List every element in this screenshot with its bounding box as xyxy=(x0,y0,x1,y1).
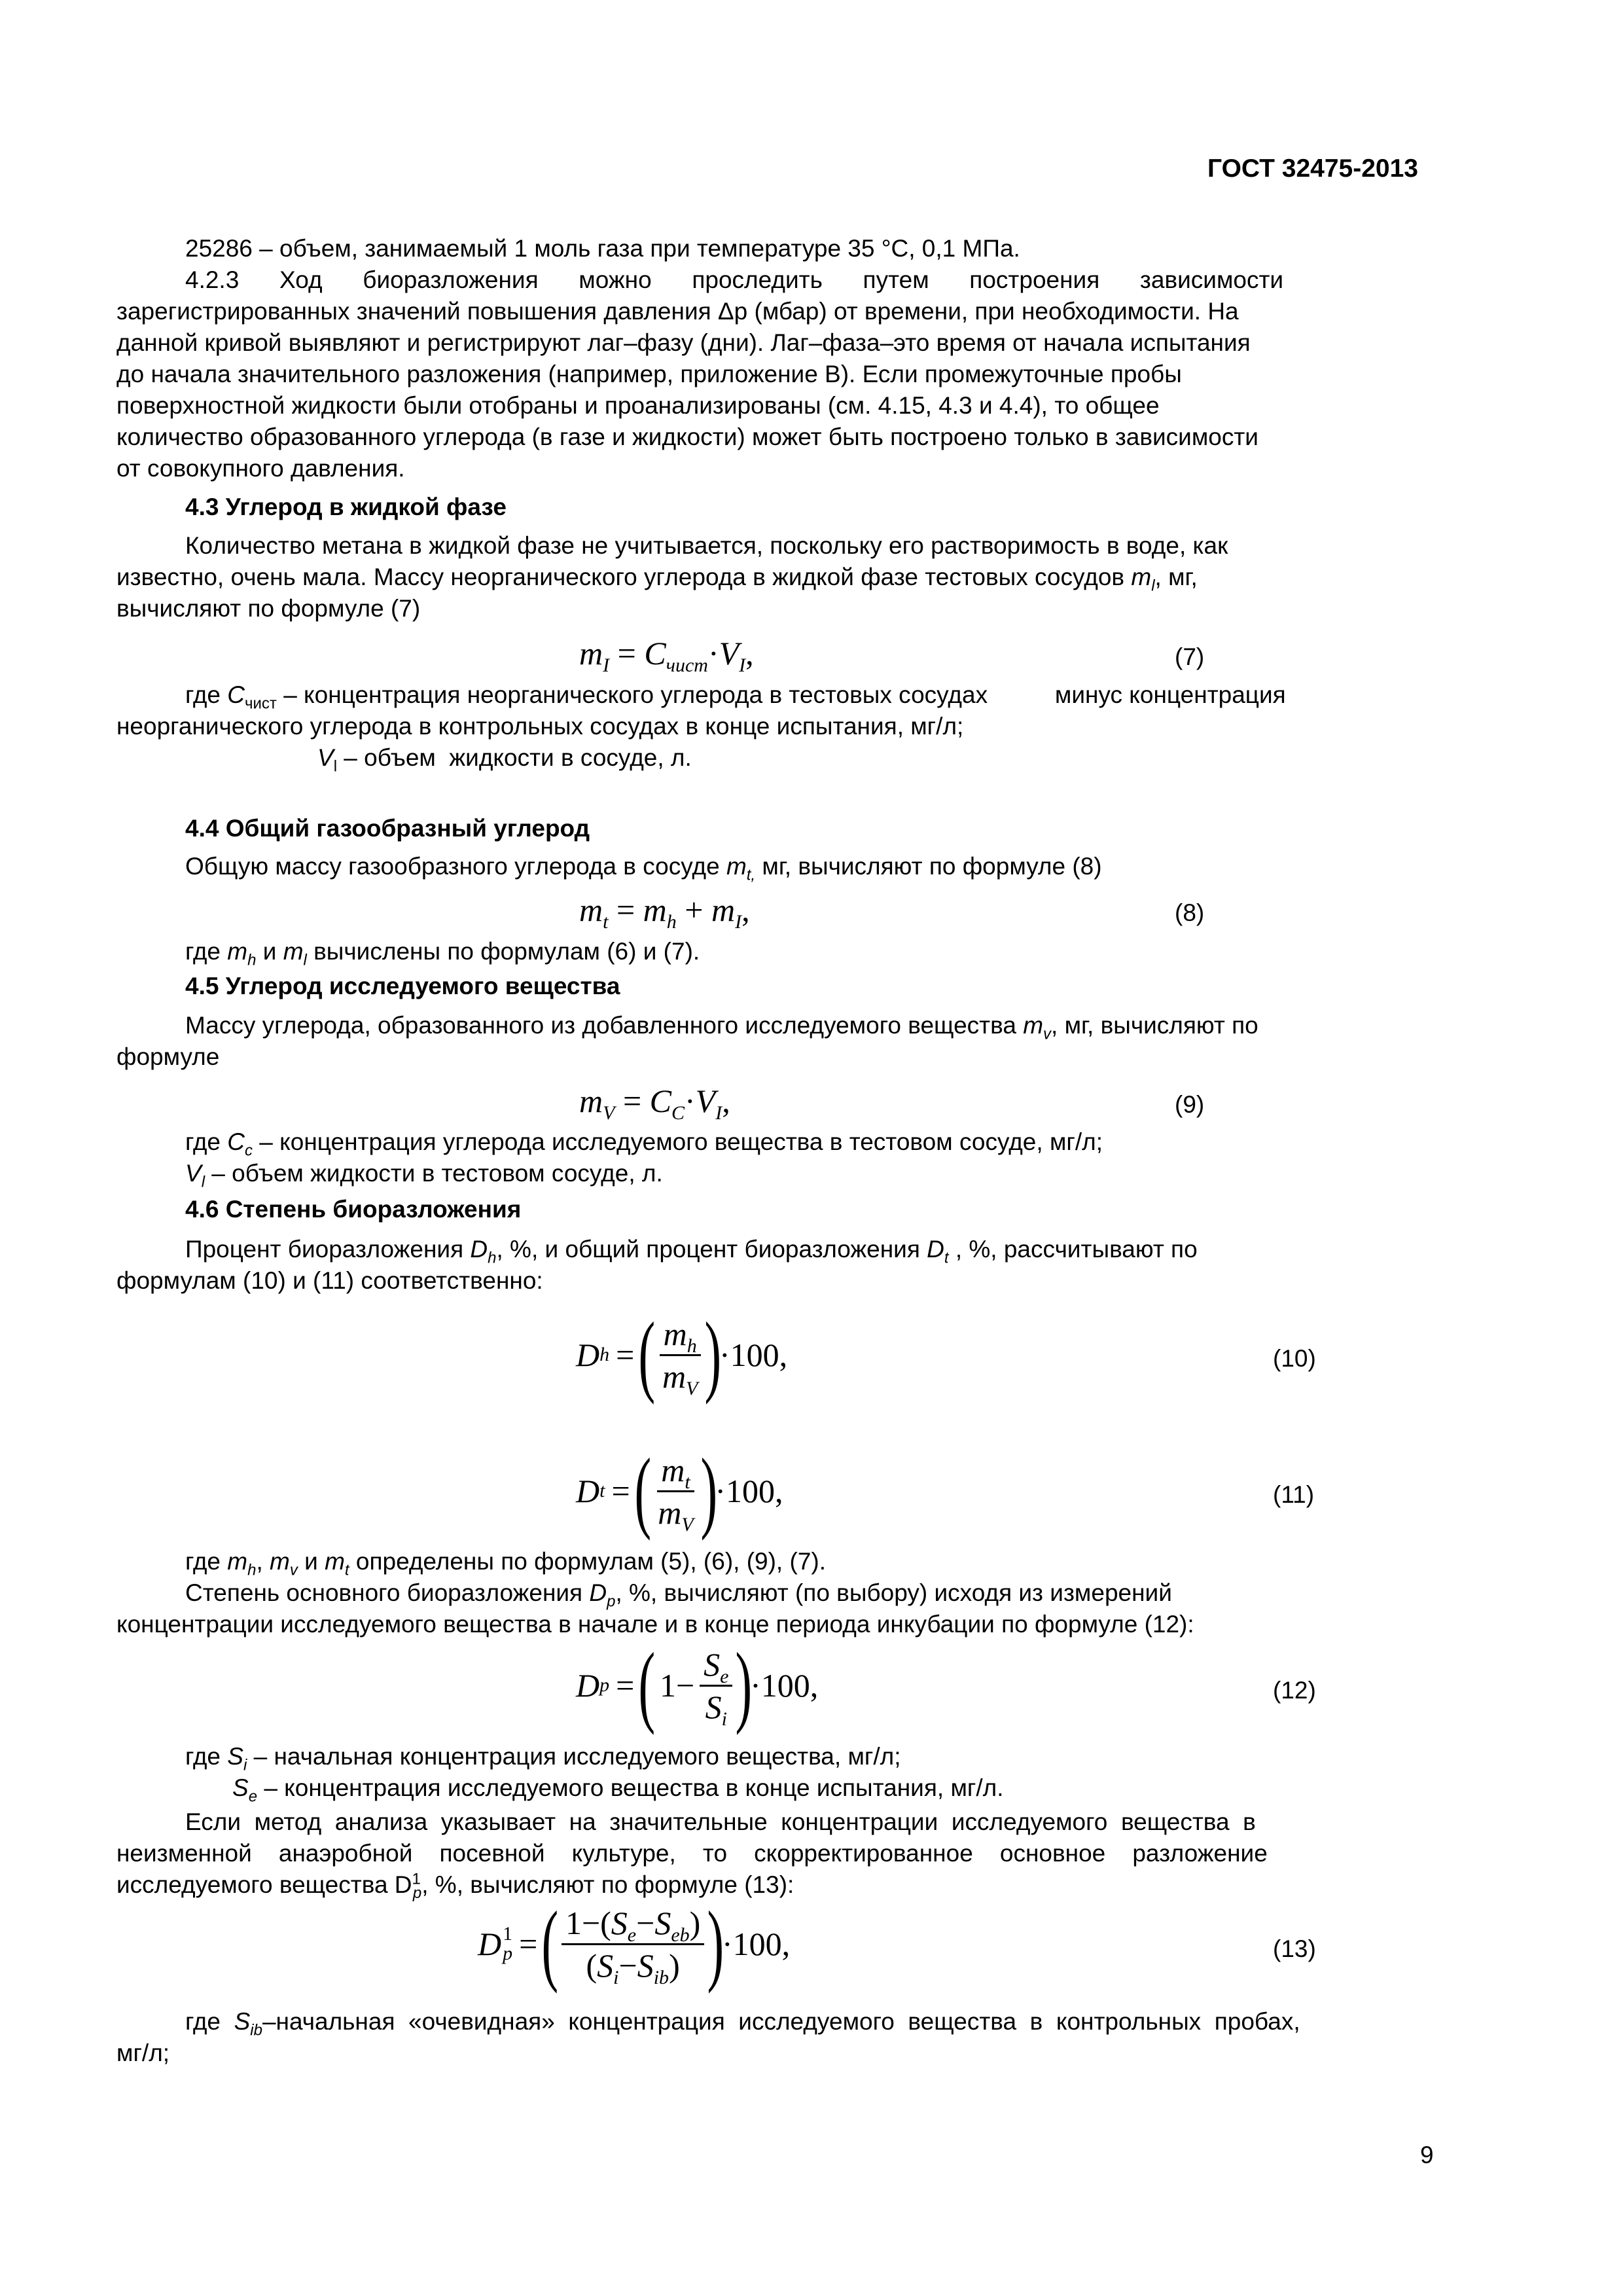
var-S: S xyxy=(705,1688,722,1725)
sub-i: i xyxy=(613,1966,619,1988)
text-line xyxy=(185,1159,1507,1191)
text-line: формулам (10) и (11) соответственно: xyxy=(116,1267,543,1294)
fraction xyxy=(562,1903,704,1986)
sub-t: t, xyxy=(746,866,756,884)
sub-l: l xyxy=(333,757,338,776)
minus-sign: − xyxy=(675,1667,695,1704)
sub-I: I xyxy=(603,655,610,676)
sub-eb: eb xyxy=(671,1924,690,1946)
var-m: m xyxy=(325,1548,345,1575)
sub-p: p xyxy=(412,1884,422,1903)
text-line xyxy=(185,1128,1507,1160)
equals-sign: = xyxy=(616,891,635,928)
equation-number-7: (7) xyxy=(1175,643,1205,670)
sub-i: i xyxy=(243,1756,247,1774)
text-line: мг/л; xyxy=(116,2039,170,2066)
text-line: до начала значительного разложения (например, приложение В). Если промежуточные пробы xyxy=(116,361,1182,387)
text-line xyxy=(116,1839,1438,1868)
var-D: D xyxy=(478,1926,502,1962)
var-V: V xyxy=(185,1160,202,1187)
text-span: и xyxy=(256,938,283,965)
sub-p: p xyxy=(607,1592,616,1611)
var-m: m xyxy=(1131,564,1152,590)
text-span: , %, вычисляют по формуле (13): xyxy=(421,1871,794,1898)
text-span: – начальная концентрация исследуемого вещества, мг/л; xyxy=(247,1743,901,1770)
numerator xyxy=(562,1903,704,1945)
section-heading-4-3: 4.3 Углерод в жидкой фазе xyxy=(185,493,507,520)
text-line xyxy=(185,266,1507,295)
var-S: S xyxy=(654,1904,671,1941)
text-span: Общую массу газообразного углерода в сосуде xyxy=(185,853,726,880)
sub-e: e xyxy=(248,1787,258,1806)
text-line xyxy=(185,1011,1507,1043)
formula-10: D h = ( $\frac{m_h}{m_V}$ ) · 100 , xyxy=(576,1304,788,1405)
var-S: S xyxy=(637,1946,654,1984)
text-span: и xyxy=(297,1548,325,1575)
text-span: где xyxy=(185,1128,228,1155)
comma: , xyxy=(810,1667,819,1704)
text-span: где xyxy=(185,1743,228,1770)
sub-I: I xyxy=(735,911,742,933)
number-100: 100 xyxy=(760,1667,810,1704)
formula-11: D t = ( $\frac{m_t}{m_V}$ ) · 100 , xyxy=(576,1440,783,1541)
text-line: данной кривой выявляют и регистрируют лаг–фазу (дни). Лаг–фаза–это время от начала испытания xyxy=(116,329,1251,356)
text-line xyxy=(116,563,1438,595)
text-span: Если метод анализа указывает на значительные концентрации исследуемого вещества в xyxy=(185,1808,1256,1835)
sub-V: V xyxy=(603,1102,615,1124)
text-span: где xyxy=(185,938,228,965)
minus-sign: − xyxy=(618,1946,637,1984)
sub-t: t xyxy=(944,1249,949,1267)
sub-e: e xyxy=(627,1924,637,1946)
comma: , xyxy=(779,1336,788,1373)
var-S: S xyxy=(597,1946,614,1984)
var-S: S xyxy=(232,1774,249,1801)
sub-t: t xyxy=(685,1471,690,1493)
number-1: 1 xyxy=(565,1904,582,1941)
fraction xyxy=(654,1450,697,1533)
dot-operator: · xyxy=(715,1473,726,1509)
text-span: где xyxy=(185,1548,228,1575)
var-m: m xyxy=(662,1357,687,1395)
sub-h: h xyxy=(687,1335,697,1357)
sub-t: t xyxy=(344,1561,349,1579)
text-span: , %, вычисляют (по выбору) исходя из измерений xyxy=(615,1579,1172,1606)
sub-t: t xyxy=(603,911,609,933)
equation-number-8: (8) xyxy=(1175,899,1205,926)
comma: , xyxy=(775,1473,783,1509)
sub-chist: чист xyxy=(245,694,277,713)
text-line: от совокупного давления. xyxy=(116,455,405,482)
var-m: m xyxy=(227,938,248,965)
var-V: V xyxy=(719,635,740,672)
minus-sign: − xyxy=(636,1904,655,1941)
var-m: m xyxy=(1023,1012,1044,1039)
text-line: поверхностной жидкости были отобраны и проанализированы (см. 4.15, 4.3 и 4.4), то общее xyxy=(116,392,1160,419)
formula-13 xyxy=(478,1893,791,1994)
text-line xyxy=(185,852,1507,884)
text-line xyxy=(317,744,1623,776)
sub-h: h xyxy=(666,911,677,933)
text-span: , %, рассчитывают по xyxy=(948,1236,1198,1263)
sub-h: h xyxy=(247,1561,257,1579)
formula-9 xyxy=(579,1081,730,1124)
page-number: 9 xyxy=(1420,2142,1434,2168)
text-line xyxy=(185,1808,1507,1837)
denominator xyxy=(658,1356,702,1397)
numerator xyxy=(657,1450,694,1492)
text-span: – концентрация углерода исследуемого вещества в тестовом сосуде, мг/л; xyxy=(253,1128,1103,1155)
text-line xyxy=(185,1235,1507,1267)
text-span: где xyxy=(185,681,228,708)
var-m: m xyxy=(663,1315,687,1352)
equals-sign: = xyxy=(519,1926,538,1962)
text-span: мг, вычисляют по формуле (8) xyxy=(755,853,1102,880)
equals-sign: = xyxy=(611,1473,630,1509)
var-C: C xyxy=(649,1083,671,1119)
equals-sign: = xyxy=(616,1336,635,1373)
right-paren: ) xyxy=(707,1893,724,1994)
right-paren: ) xyxy=(669,1946,680,1984)
sub-c: c xyxy=(245,1141,253,1160)
sub-V: V xyxy=(681,1513,694,1535)
sub-v: v xyxy=(1043,1025,1052,1043)
text-span: , %, и общий процент биоразложения xyxy=(496,1236,927,1263)
text-line xyxy=(185,937,1507,969)
text-span: 4.2.3 Ход биоразложения можно проследить путем построения зависимости xyxy=(185,266,1284,293)
sub-v: v xyxy=(289,1561,298,1579)
sub-i: i xyxy=(721,1708,727,1730)
dot-operator: · xyxy=(707,635,719,672)
equation-number-13: (13) xyxy=(1273,1935,1316,1962)
right-paren: ) xyxy=(689,1904,701,1941)
sub-ib: ib xyxy=(653,1966,669,1988)
sub-l: l xyxy=(1151,577,1155,595)
var-m: m xyxy=(658,1494,682,1531)
left-paren: ( xyxy=(600,1904,611,1941)
comma: , xyxy=(745,635,754,672)
var-m: m xyxy=(711,891,736,928)
right-paren: ) xyxy=(735,1634,753,1736)
text-line: формуле xyxy=(116,1043,220,1070)
fraction xyxy=(658,1314,702,1397)
equation-number-11: (11) xyxy=(1273,1481,1315,1508)
text-span: Процент биоразложения xyxy=(185,1236,471,1263)
numerator xyxy=(700,1644,732,1687)
left-paren: ( xyxy=(541,1893,559,1994)
sub-p: p xyxy=(503,1943,513,1964)
text-span: неизменной анаэробной посевной культуре, то скорректированное основное разложение xyxy=(116,1840,1268,1867)
text-line xyxy=(185,2007,1507,2039)
text-line: зарегистрированных значений повышения давления Δp (мбар) от времени, при необходимости. На xyxy=(116,298,1239,325)
dot-operator: · xyxy=(721,1926,733,1962)
text-span: – концентрация исследуемого вещества в конце испытания, мг/л. xyxy=(257,1774,1004,1801)
var-m: m xyxy=(661,1451,685,1488)
text-span: известно, очень мала. Массу неорганического углерода в жидкой фазе тестовых сосудов xyxy=(116,564,1132,590)
var-C: C xyxy=(644,635,666,672)
left-paren: ( xyxy=(638,1304,656,1405)
text-line: Количество метана в жидкой фазе не учитывается, поскольку его растворимость в воде, как xyxy=(185,532,1228,559)
var-C: C xyxy=(227,1128,245,1155)
number-100: 100 xyxy=(730,1336,779,1373)
sub-chist: чист xyxy=(666,655,708,676)
var-m: m xyxy=(643,891,667,928)
var-D: D xyxy=(576,1336,600,1373)
sub-I: I xyxy=(739,655,746,676)
text-span: вычислены по формулам (6) и (7). xyxy=(306,938,700,965)
comma: , xyxy=(741,891,750,928)
var-S: S xyxy=(704,1645,721,1683)
equals-sign: = xyxy=(616,1667,635,1704)
text-span: Степень основного биоразложения xyxy=(185,1579,590,1606)
text-line: вычисляют по формуле (7) xyxy=(116,595,421,622)
text-line: где $m_h$, $m_v$ и $m_t$ определены по формулам (5), (6), (9), (7). xyxy=(185,1548,826,1579)
sub-h: h xyxy=(488,1249,497,1267)
fraction xyxy=(700,1644,732,1730)
var-D: D xyxy=(576,1667,600,1704)
var-D: D xyxy=(576,1473,600,1509)
text-span: где xyxy=(185,2008,234,2035)
sub-ib: ib xyxy=(250,2021,262,2039)
numerator xyxy=(660,1314,701,1356)
text-span: , мг, xyxy=(1154,564,1198,590)
text-line: количество образованного углерода (в газе и жидкости) может быть построено только в зависимости xyxy=(116,423,1258,450)
right-paren: ) xyxy=(704,1304,722,1405)
var-D: D xyxy=(927,1236,944,1263)
var-V: V xyxy=(695,1083,716,1119)
var-S: S xyxy=(234,2008,251,2035)
var-m: m xyxy=(579,891,603,928)
left-paren: ( xyxy=(586,1946,597,1984)
var-m: m xyxy=(579,635,603,672)
sup-1: 1 xyxy=(503,1923,513,1945)
sub-l: l xyxy=(303,951,307,969)
dot-operator: · xyxy=(685,1083,696,1119)
text-span: – объем жидкости в сосуде, л. xyxy=(337,744,692,771)
denominator xyxy=(654,1492,697,1533)
denominator xyxy=(702,1687,731,1730)
section-heading-4-5: 4.5 Углерод исследуемого вещества xyxy=(185,973,620,999)
var-D: D xyxy=(589,1579,607,1606)
minus-sign: − xyxy=(581,1904,601,1941)
sub-h: h xyxy=(247,951,257,969)
var-m: m xyxy=(227,1548,248,1575)
text-span: – концентрация неорганического углерода в тестовых сосудах минус концентрация xyxy=(276,681,1286,708)
text-line xyxy=(185,1742,1507,1774)
comma: , xyxy=(781,1926,791,1962)
sub-I: I xyxy=(715,1102,722,1124)
text-span: определены по формулам (5), (6), (9), (7). xyxy=(349,1548,826,1575)
text-span: , мг, вычисляют по xyxy=(1051,1012,1258,1039)
dot-operator: · xyxy=(719,1336,730,1373)
text-line xyxy=(185,681,1507,713)
text-span: –начальная «очевидная» концентрация исследуемого вещества в контрольных пробах, xyxy=(262,2008,1300,2035)
sub-C: C xyxy=(671,1102,685,1124)
number-100: 100 xyxy=(732,1926,782,1962)
var-S: S xyxy=(227,1743,243,1770)
number-1: 1 xyxy=(659,1667,676,1704)
sub-e: e xyxy=(720,1665,729,1687)
sub-V: V xyxy=(686,1377,698,1399)
section-heading-4-6: 4.6 Степень биоразложения xyxy=(185,1196,522,1223)
formula-8 xyxy=(579,890,750,933)
sub-l: l xyxy=(201,1173,205,1191)
formula-12: D p = ( 1 − $\frac{S_e}{S_i}$ ) · 100 , xyxy=(576,1634,819,1736)
var-C: C xyxy=(227,681,245,708)
section-heading-4-4: 4.4 Общий газообразный углерод xyxy=(185,815,590,842)
text-span: Массу углерода, образованного из добавленного исследуемого вещества xyxy=(185,1012,1024,1039)
text-line: 25286 – объем, занимаемый 1 моль газа при температуре 35 °C, 0,1 МПа. xyxy=(185,235,1020,262)
sup-1: 1 xyxy=(412,1870,421,1888)
number-100: 100 xyxy=(726,1473,775,1509)
text-span: – объем жидкости в тестовом сосуде, л. xyxy=(205,1160,663,1187)
doc-number: ГОСТ 32475-2013 xyxy=(1207,154,1418,183)
left-paren: ( xyxy=(634,1440,651,1541)
comma: , xyxy=(722,1083,730,1119)
text-line xyxy=(185,1579,1507,1611)
text-line: неорганического углерода в контрольных сосудах в конце испытания, мг/л; xyxy=(116,713,964,740)
equation-number-9: (9) xyxy=(1175,1091,1205,1118)
text-line xyxy=(232,1774,1554,1806)
denominator xyxy=(582,1945,684,1986)
var-m: m xyxy=(726,853,747,880)
var-m: m xyxy=(283,938,304,965)
equation-number-10: (10) xyxy=(1273,1345,1316,1372)
var-S: S xyxy=(611,1904,628,1941)
right-paren: ) xyxy=(700,1440,717,1541)
var-D: D xyxy=(470,1236,488,1263)
text-line: концентрации исследуемого вещества в начале и в конце периода инкубации по формуле (12): xyxy=(116,1611,1194,1638)
plus-sign: + xyxy=(685,891,704,928)
var-m: m xyxy=(579,1083,603,1119)
equation-number-12: (12) xyxy=(1273,1677,1316,1704)
formula-7 xyxy=(579,634,754,676)
var-m: m xyxy=(270,1548,290,1575)
equals-sign: = xyxy=(617,635,636,672)
var-V: V xyxy=(317,744,334,771)
text-line xyxy=(116,1870,1438,1903)
left-paren: ( xyxy=(638,1634,656,1736)
equals-sign: = xyxy=(622,1083,642,1119)
dot-operator: · xyxy=(750,1667,761,1704)
text-span: исследуемого вещества D xyxy=(116,1871,412,1898)
